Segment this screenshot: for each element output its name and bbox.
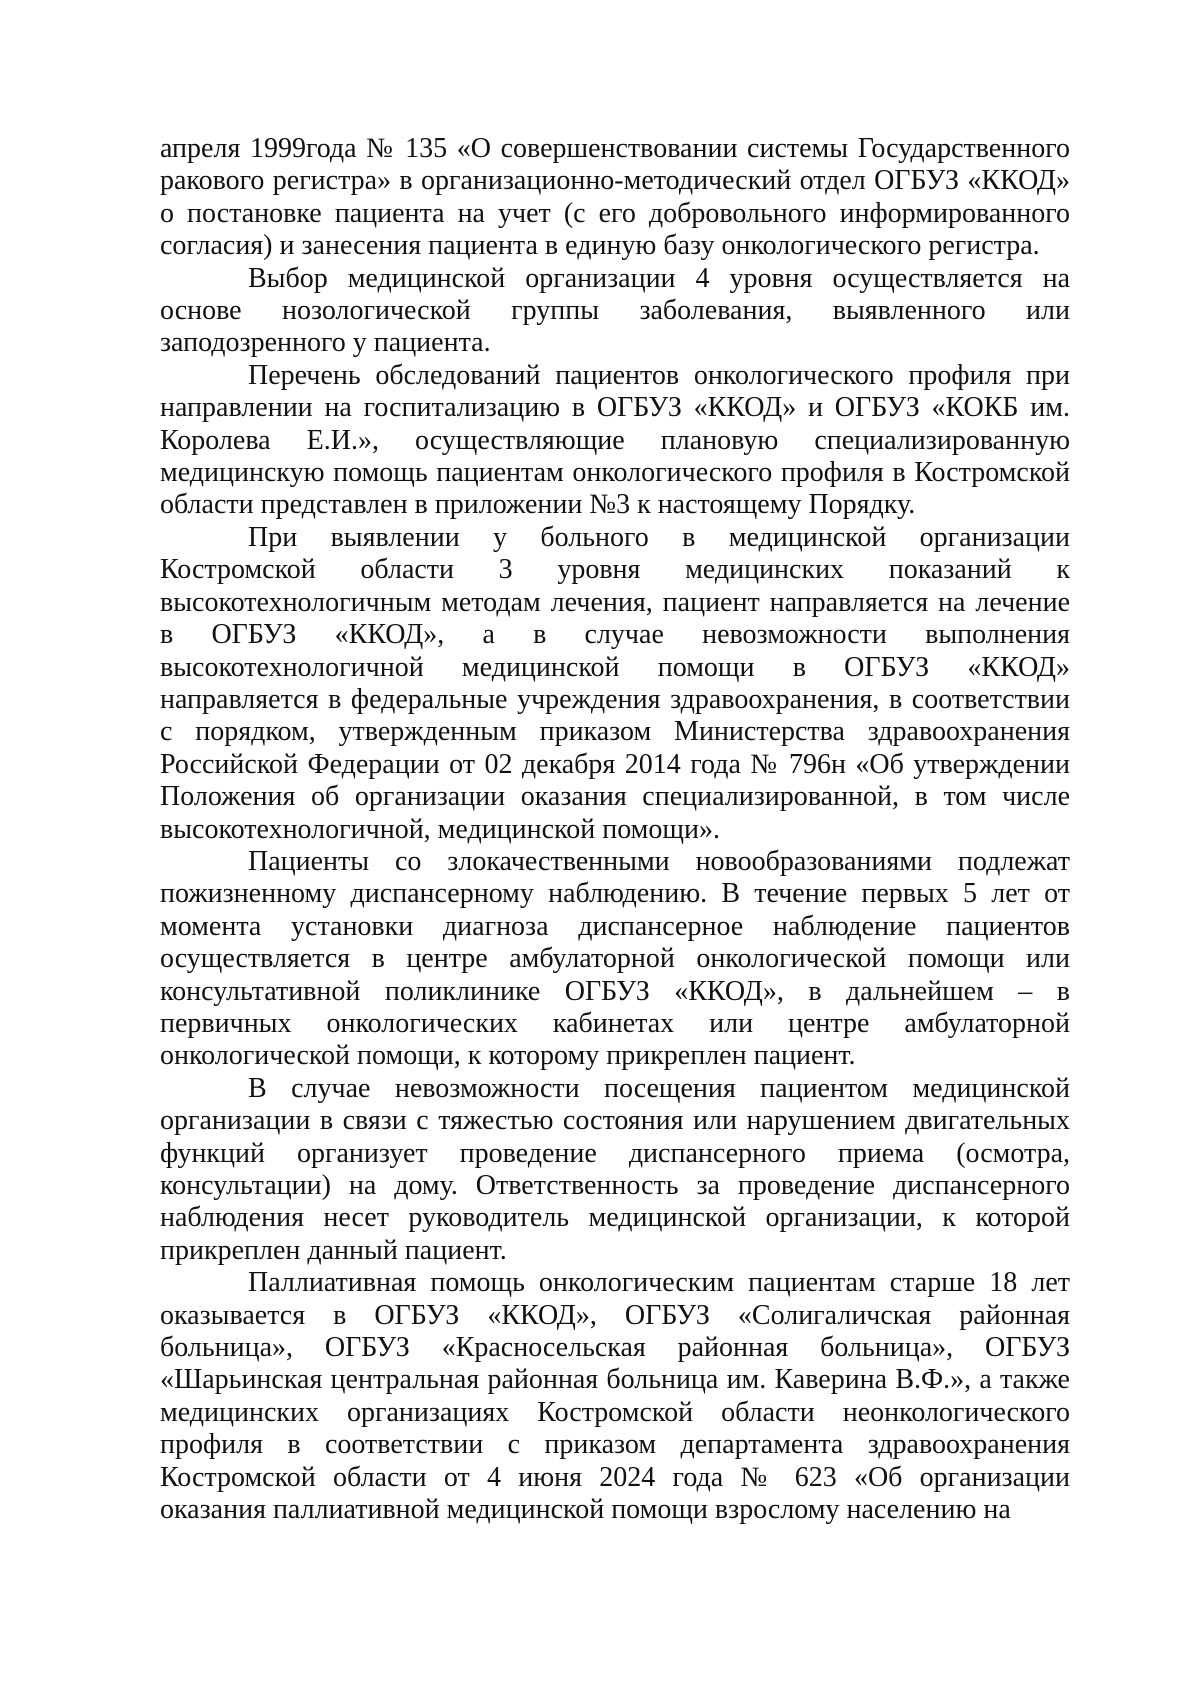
paragraph-level4-selection: Выбор медицинской организации 4 уровня осуществляется на основе нозологической группы заболевания, выявленного или заподозренного у пациента. bbox=[160, 262, 1070, 359]
paragraph-examination-list: Перечень обследований пациентов онкологического профиля при направлении на госпитализацию в ОГБУЗ «ККОД» и ОГБУЗ «КОКБ им. Королева Е.И.», осуществляющие плановую специализированную медицинскую помощь пациентам онкологического профиля в Костромской области представлен в приложении №3 к настоящему Порядку. bbox=[160, 359, 1070, 521]
document-body bbox=[160, 133, 1070, 1526]
paragraph-registry-continuation: апреля 1999года № 135 «О совершенствовании системы Государственного ракового регистра» в организационно-методический отдел ОГБУЗ «ККОД» о постановке пациента на учет (с его добровольного информированного согласия) и занесения пациента в единую базу онкологического регистра. bbox=[160, 133, 1070, 262]
paragraph-dispensary-observation: Пациенты со злокачественными новообразованиями подлежат пожизненному диспансерному наблюдению. В течение первых 5 лет от момента установки диагноза диспансерное наблюдение пациентов осуществляется в центре амбулаторной онкологической помощи или консультативной поликлинике ОГБУЗ «ККОД», в дальнейшем – в первичных онкологических кабинетах или центре амбулаторной онкологической помощи, к которому прикреплен пациент. bbox=[160, 845, 1070, 1072]
paragraph-home-visits: В случае невозможности посещения пациентом медицинской организации в связи с тяжестью состояния или нарушением двигательных функций организует проведение диспансерного приема (осмотра, консультации) на дому. Ответственность за проведение диспансерного наблюдения несет руководитель медицинской организации, к которой прикреплен данный пациент. bbox=[160, 1072, 1070, 1266]
paragraph-high-tech-treatment: При выявлении у больного в медицинской организации Костромской области 3 уровня медицинских показаний к высокотехнологичным методам лечения, пациент направляется на лечение в ОГБУЗ «ККОД», а в случае невозможности выполнения высокотехнологичной медицинской помощи в ОГБУЗ «ККОД» направляется в федеральные учреждения здравоохранения, в соответствии с порядком, утвержденным приказом Министерства здравоохранения Российской Федерации от 02 декабря 2014 года № 796н «Об утверждении Положения об организации оказания специализированной, в том числе высокотехнологичной, медицинской помощи». bbox=[160, 521, 1070, 845]
paragraph-palliative-care: Паллиативная помощь онкологическим пациентам старше 18 лет оказывается в ОГБУЗ «ККОД», ОГБУЗ «Солигаличская районная больница», ОГБУЗ «Красносельская районная больница», ОГБУЗ «Шарьинская центральная районная больница им. Каверина В.Ф.», а также медицинских организациях Костромской области неонкологического профиля в соответствии с приказом департамента здравоохранения Костромской области от 4 июня 2024 года № 623 «Об организации оказания паллиативной медицинской помощи взрослому населению на bbox=[160, 1267, 1070, 1526]
